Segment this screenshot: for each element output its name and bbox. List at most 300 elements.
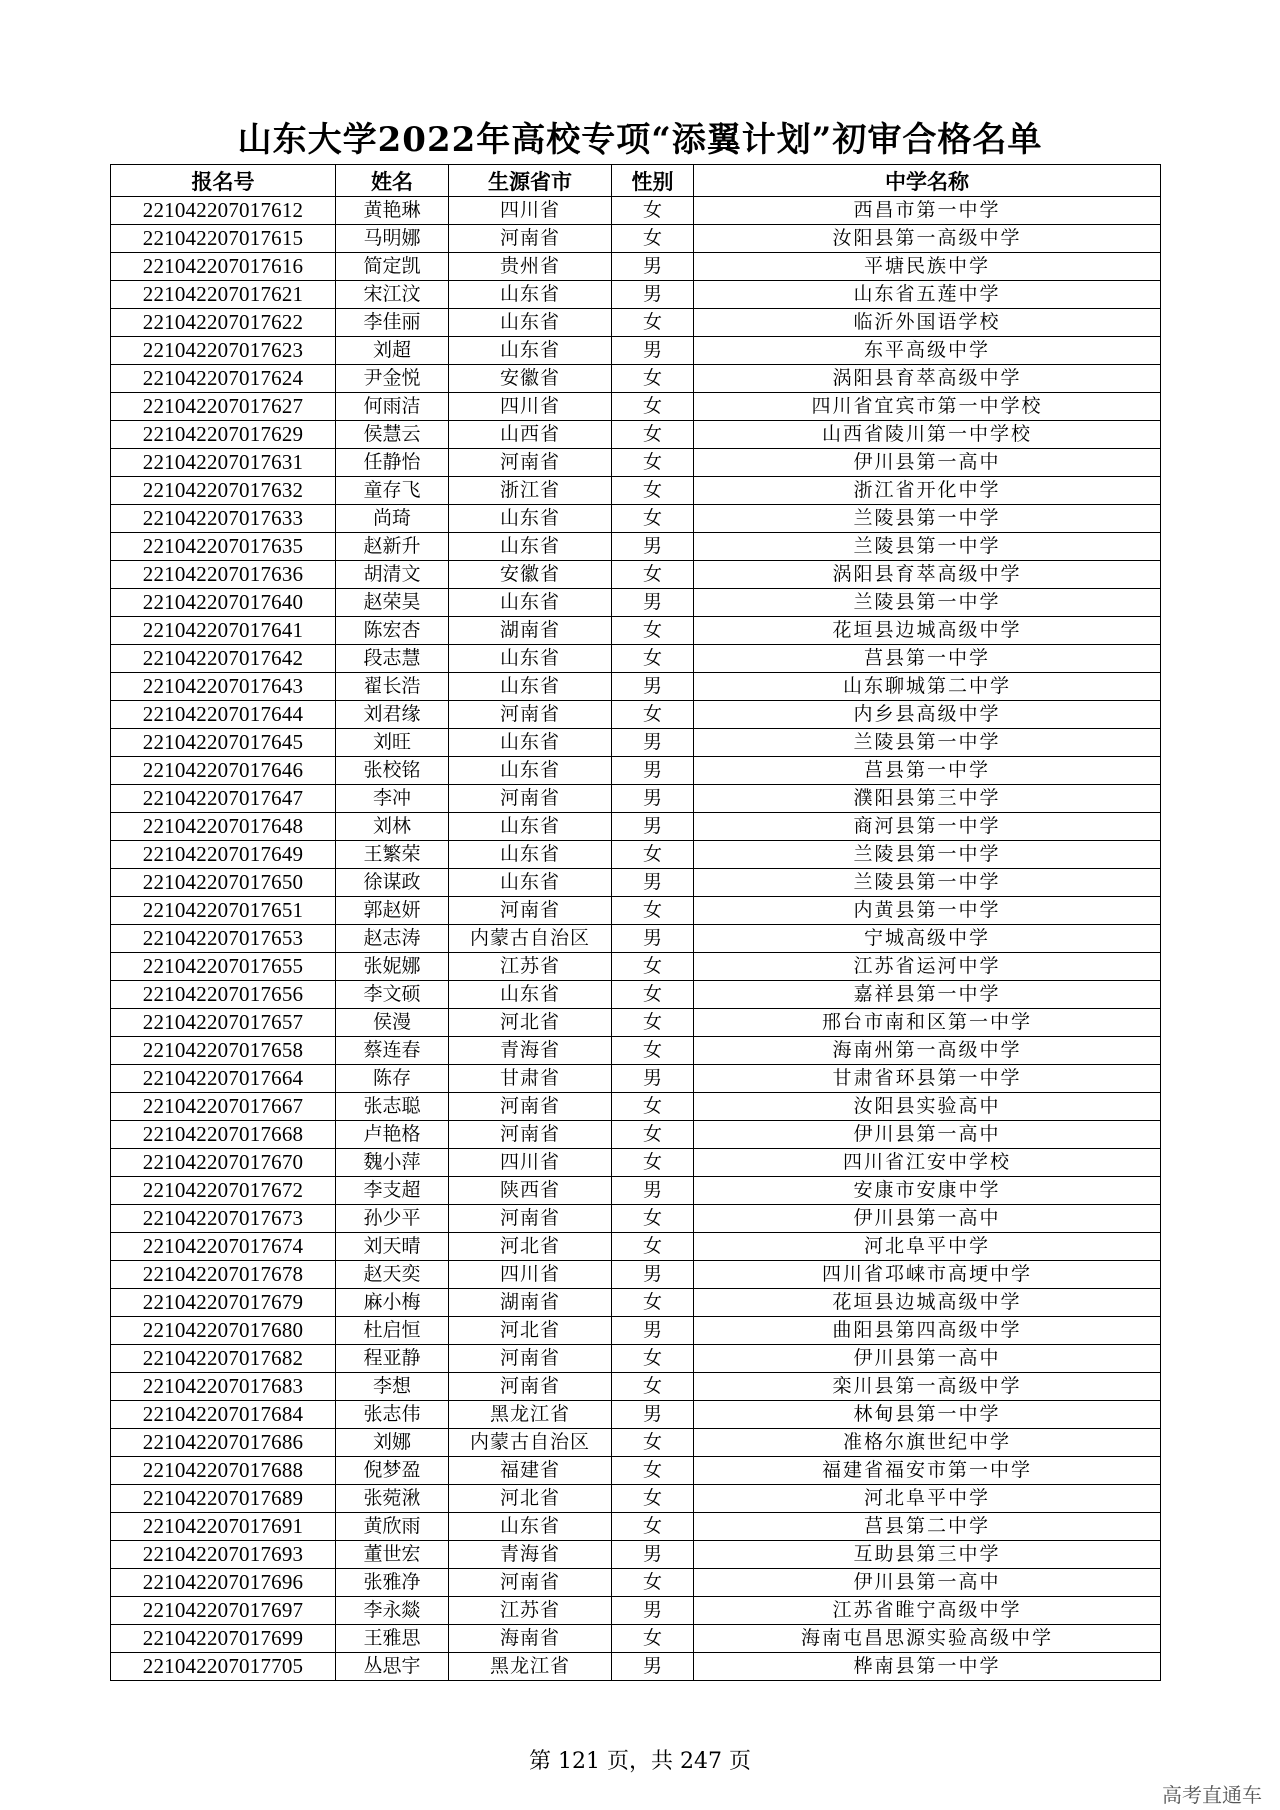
cell-school: 莒县第一中学 <box>694 645 1161 673</box>
table-row <box>111 337 1161 365</box>
cell-name: 黄艳琳 <box>336 197 449 225</box>
cell-school: 四川省邛崃市高埂中学 <box>694 1261 1161 1289</box>
cell-gender: 女 <box>612 1233 694 1261</box>
cell-name: 李佳丽 <box>336 309 449 337</box>
cell-school: 内黄县第一中学 <box>694 897 1161 925</box>
cell-school: 伊川县第一高中 <box>694 1345 1161 1373</box>
table-row <box>111 953 1161 981</box>
cell-gender: 女 <box>612 225 694 253</box>
cell-registration-number: 221042207017689 <box>111 1485 336 1513</box>
cell-school: 内乡县高级中学 <box>694 701 1161 729</box>
watermark-text: 高考直通车 <box>1162 1783 1262 1807</box>
table-row <box>111 1653 1161 1681</box>
cell-province: 黑龙江省 <box>449 1653 612 1681</box>
table-row <box>111 1429 1161 1457</box>
cell-gender: 女 <box>612 561 694 589</box>
cell-registration-number: 221042207017674 <box>111 1233 336 1261</box>
cell-name: 程亚静 <box>336 1345 449 1373</box>
table-row <box>111 701 1161 729</box>
cell-school: 临沂外国语学校 <box>694 309 1161 337</box>
cell-name: 宋江汶 <box>336 281 449 309</box>
applicant-table <box>110 164 1161 1681</box>
table-row <box>111 981 1161 1009</box>
table-row <box>111 673 1161 701</box>
cell-gender: 女 <box>612 1205 694 1233</box>
cell-school: 准格尔旗世纪中学 <box>694 1429 1161 1457</box>
cell-province: 四川省 <box>449 1149 612 1177</box>
cell-registration-number: 221042207017612 <box>111 197 336 225</box>
cell-registration-number: 221042207017646 <box>111 757 336 785</box>
cell-gender: 女 <box>612 421 694 449</box>
cell-school: 四川省江安中学校 <box>694 1149 1161 1177</box>
cell-province: 四川省 <box>449 1261 612 1289</box>
cell-name: 刘林 <box>336 813 449 841</box>
cell-gender: 女 <box>612 1289 694 1317</box>
cell-registration-number: 221042207017616 <box>111 253 336 281</box>
table-row <box>111 1121 1161 1149</box>
table-row <box>111 505 1161 533</box>
cell-school: 莒县第二中学 <box>694 1513 1161 1541</box>
cell-name: 蔡连春 <box>336 1037 449 1065</box>
cell-registration-number: 221042207017680 <box>111 1317 336 1345</box>
cell-registration-number: 221042207017683 <box>111 1373 336 1401</box>
cell-registration-number: 221042207017688 <box>111 1457 336 1485</box>
table-row <box>111 645 1161 673</box>
cell-registration-number: 221042207017651 <box>111 897 336 925</box>
cell-registration-number: 221042207017645 <box>111 729 336 757</box>
cell-name: 张妮娜 <box>336 953 449 981</box>
cell-registration-number: 221042207017631 <box>111 449 336 477</box>
cell-name: 麻小梅 <box>336 1289 449 1317</box>
table-row <box>111 1205 1161 1233</box>
cell-gender: 男 <box>612 1401 694 1429</box>
cell-gender: 男 <box>612 533 694 561</box>
cell-gender: 女 <box>612 393 694 421</box>
cell-province: 湖南省 <box>449 1289 612 1317</box>
cell-gender: 男 <box>612 757 694 785</box>
cell-gender: 男 <box>612 1653 694 1681</box>
table-row <box>111 1233 1161 1261</box>
table-row <box>111 1065 1161 1093</box>
table-row <box>111 1345 1161 1373</box>
cell-province: 黑龙江省 <box>449 1401 612 1429</box>
table-row <box>111 225 1161 253</box>
cell-registration-number: 221042207017641 <box>111 617 336 645</box>
page-title: 山东大学2022年高校专项“添翼计划”初审合格名单 <box>237 120 1043 160</box>
table-row <box>111 1261 1161 1289</box>
cell-school: 伊川县第一高中 <box>694 1205 1161 1233</box>
table-body <box>111 197 1161 1681</box>
cell-school: 海南屯昌思源实验高级中学 <box>694 1625 1161 1653</box>
cell-school: 福建省福安市第一中学 <box>694 1457 1161 1485</box>
cell-name: 马明娜 <box>336 225 449 253</box>
cell-name: 陈宏杏 <box>336 617 449 645</box>
table-header <box>111 165 1161 197</box>
cell-school: 兰陵县第一中学 <box>694 841 1161 869</box>
cell-gender: 女 <box>612 1345 694 1373</box>
cell-registration-number: 221042207017627 <box>111 393 336 421</box>
cell-registration-number: 221042207017648 <box>111 813 336 841</box>
cell-province: 甘肃省 <box>449 1065 612 1093</box>
cell-name: 李永燚 <box>336 1597 449 1625</box>
table-row <box>111 1597 1161 1625</box>
cell-gender: 女 <box>612 1093 694 1121</box>
cell-school: 海南州第一高级中学 <box>694 1037 1161 1065</box>
cell-province: 山东省 <box>449 673 612 701</box>
cell-name: 尚琦 <box>336 505 449 533</box>
cell-registration-number: 221042207017656 <box>111 981 336 1009</box>
table-row <box>111 1317 1161 1345</box>
cell-registration-number: 221042207017684 <box>111 1401 336 1429</box>
cell-province: 江苏省 <box>449 953 612 981</box>
table-row <box>111 365 1161 393</box>
cell-province: 山东省 <box>449 589 612 617</box>
cell-province: 山东省 <box>449 281 612 309</box>
table-row <box>111 1373 1161 1401</box>
cell-school: 伊川县第一高中 <box>694 449 1161 477</box>
cell-gender: 女 <box>612 953 694 981</box>
cell-registration-number: 221042207017632 <box>111 477 336 505</box>
cell-school: 兰陵县第一中学 <box>694 533 1161 561</box>
table-row <box>111 785 1161 813</box>
table-row <box>111 1569 1161 1597</box>
cell-province: 山东省 <box>449 841 612 869</box>
cell-gender: 男 <box>612 673 694 701</box>
table-row <box>111 1513 1161 1541</box>
cell-name: 陈存 <box>336 1065 449 1093</box>
cell-name: 倪梦盈 <box>336 1457 449 1485</box>
cell-school: 东平高级中学 <box>694 337 1161 365</box>
cell-registration-number: 221042207017623 <box>111 337 336 365</box>
cell-name: 刘君缘 <box>336 701 449 729</box>
cell-registration-number: 221042207017667 <box>111 1093 336 1121</box>
cell-school: 伊川县第一高中 <box>694 1121 1161 1149</box>
cell-registration-number: 221042207017670 <box>111 1149 336 1177</box>
cell-gender: 女 <box>612 1625 694 1653</box>
cell-registration-number: 221042207017636 <box>111 561 336 589</box>
cell-province: 山东省 <box>449 309 612 337</box>
cell-school: 花垣县边城高级中学 <box>694 1289 1161 1317</box>
cell-province: 河北省 <box>449 1233 612 1261</box>
cell-province: 安徽省 <box>449 561 612 589</box>
cell-name: 简定凯 <box>336 253 449 281</box>
cell-school: 伊川县第一高中 <box>694 1569 1161 1597</box>
cell-registration-number: 221042207017705 <box>111 1653 336 1681</box>
cell-registration-number: 221042207017644 <box>111 701 336 729</box>
header-province: 生源省市 <box>449 165 612 197</box>
cell-province: 山东省 <box>449 729 612 757</box>
header-school: 中学名称 <box>694 165 1161 197</box>
cell-gender: 女 <box>612 1121 694 1149</box>
table-row <box>111 197 1161 225</box>
cell-school: 栾川县第一高级中学 <box>694 1373 1161 1401</box>
header-name: 姓名 <box>336 165 449 197</box>
cell-name: 刘娜 <box>336 1429 449 1457</box>
cell-name: 赵新升 <box>336 533 449 561</box>
cell-name: 赵天奕 <box>336 1261 449 1289</box>
header-registration-number: 报名号 <box>111 165 336 197</box>
cell-registration-number: 221042207017643 <box>111 673 336 701</box>
cell-name: 王雅思 <box>336 1625 449 1653</box>
cell-gender: 男 <box>612 869 694 897</box>
cell-gender: 女 <box>612 449 694 477</box>
cell-gender: 女 <box>612 1149 694 1177</box>
cell-name: 刘旺 <box>336 729 449 757</box>
cell-province: 青海省 <box>449 1541 612 1569</box>
cell-registration-number: 221042207017678 <box>111 1261 336 1289</box>
cell-registration-number: 221042207017699 <box>111 1625 336 1653</box>
table-row <box>111 813 1161 841</box>
cell-school: 兰陵县第一中学 <box>694 729 1161 757</box>
cell-registration-number: 221042207017640 <box>111 589 336 617</box>
cell-school: 甘肃省环县第一中学 <box>694 1065 1161 1093</box>
cell-school: 涡阳县育萃高级中学 <box>694 365 1161 393</box>
cell-province: 河南省 <box>449 1569 612 1597</box>
cell-name: 董世宏 <box>336 1541 449 1569</box>
cell-name: 段志慧 <box>336 645 449 673</box>
cell-gender: 女 <box>612 197 694 225</box>
cell-name: 张校铭 <box>336 757 449 785</box>
cell-registration-number: 221042207017621 <box>111 281 336 309</box>
cell-province: 内蒙古自治区 <box>449 1429 612 1457</box>
table-row <box>111 869 1161 897</box>
cell-gender: 女 <box>612 1569 694 1597</box>
cell-gender: 女 <box>612 1457 694 1485</box>
table-row <box>111 1401 1161 1429</box>
table-row <box>111 1541 1161 1569</box>
header-gender: 性别 <box>612 165 694 197</box>
cell-name: 侯慧云 <box>336 421 449 449</box>
cell-registration-number: 221042207017657 <box>111 1009 336 1037</box>
cell-gender: 女 <box>612 505 694 533</box>
cell-gender: 女 <box>612 1429 694 1457</box>
table-row <box>111 477 1161 505</box>
cell-gender: 女 <box>612 617 694 645</box>
cell-registration-number: 221042207017629 <box>111 421 336 449</box>
cell-registration-number: 221042207017622 <box>111 309 336 337</box>
cell-gender: 女 <box>612 1485 694 1513</box>
cell-gender: 女 <box>612 981 694 1009</box>
cell-school: 汝阳县第一高级中学 <box>694 225 1161 253</box>
header-row <box>111 165 1161 197</box>
cell-registration-number: 221042207017633 <box>111 505 336 533</box>
table-row <box>111 1149 1161 1177</box>
page-footer: 第 121 页，共 247 页 <box>529 1749 751 1774</box>
cell-school: 平塘民族中学 <box>694 253 1161 281</box>
cell-province: 四川省 <box>449 393 612 421</box>
cell-gender: 女 <box>612 701 694 729</box>
cell-gender: 男 <box>612 1597 694 1625</box>
cell-province: 河南省 <box>449 1121 612 1149</box>
table-row <box>111 1037 1161 1065</box>
table-row <box>111 841 1161 869</box>
cell-school: 汝阳县实验高中 <box>694 1093 1161 1121</box>
cell-school: 花垣县边城高级中学 <box>694 617 1161 645</box>
cell-province: 河南省 <box>449 897 612 925</box>
cell-name: 李冲 <box>336 785 449 813</box>
cell-school: 山东聊城第二中学 <box>694 673 1161 701</box>
cell-province: 山东省 <box>449 1513 612 1541</box>
cell-school: 濮阳县第三中学 <box>694 785 1161 813</box>
cell-registration-number: 221042207017693 <box>111 1541 336 1569</box>
cell-province: 江苏省 <box>449 1597 612 1625</box>
cell-school: 莒县第一中学 <box>694 757 1161 785</box>
cell-registration-number: 221042207017653 <box>111 925 336 953</box>
cell-province: 山东省 <box>449 869 612 897</box>
cell-gender: 女 <box>612 897 694 925</box>
cell-gender: 女 <box>612 1037 694 1065</box>
cell-province: 山东省 <box>449 813 612 841</box>
cell-registration-number: 221042207017635 <box>111 533 336 561</box>
cell-gender: 男 <box>612 589 694 617</box>
cell-province: 安徽省 <box>449 365 612 393</box>
cell-province: 青海省 <box>449 1037 612 1065</box>
cell-name: 李想 <box>336 1373 449 1401</box>
table-row <box>111 925 1161 953</box>
cell-province: 河北省 <box>449 1485 612 1513</box>
cell-name: 黄欣雨 <box>336 1513 449 1541</box>
cell-gender: 男 <box>612 253 694 281</box>
table-row <box>111 1485 1161 1513</box>
cell-school: 桦南县第一中学 <box>694 1653 1161 1681</box>
table-row <box>111 589 1161 617</box>
cell-registration-number: 221042207017679 <box>111 1289 336 1317</box>
cell-name: 杜启恒 <box>336 1317 449 1345</box>
cell-gender: 女 <box>612 1009 694 1037</box>
table-row <box>111 393 1161 421</box>
cell-province: 河北省 <box>449 1317 612 1345</box>
cell-name: 童存飞 <box>336 477 449 505</box>
cell-school: 邢台市南和区第一中学 <box>694 1009 1161 1037</box>
cell-registration-number: 221042207017624 <box>111 365 336 393</box>
cell-name: 任静怡 <box>336 449 449 477</box>
cell-province: 山东省 <box>449 337 612 365</box>
cell-registration-number: 221042207017691 <box>111 1513 336 1541</box>
table-row <box>111 617 1161 645</box>
cell-school: 西昌市第一中学 <box>694 197 1161 225</box>
cell-province: 河南省 <box>449 1093 612 1121</box>
table-row <box>111 1177 1161 1205</box>
cell-gender: 男 <box>612 1317 694 1345</box>
cell-name: 李支超 <box>336 1177 449 1205</box>
cell-registration-number: 221042207017696 <box>111 1569 336 1597</box>
cell-gender: 男 <box>612 813 694 841</box>
cell-school: 河北阜平中学 <box>694 1233 1161 1261</box>
table-row <box>111 533 1161 561</box>
cell-school: 江苏省运河中学 <box>694 953 1161 981</box>
cell-name: 徐谋政 <box>336 869 449 897</box>
cell-province: 山东省 <box>449 645 612 673</box>
cell-name: 王繁荣 <box>336 841 449 869</box>
cell-province: 四川省 <box>449 197 612 225</box>
cell-registration-number: 221042207017686 <box>111 1429 336 1457</box>
cell-name: 赵荣昊 <box>336 589 449 617</box>
cell-province: 河南省 <box>449 1345 612 1373</box>
cell-school: 河北阜平中学 <box>694 1485 1161 1513</box>
cell-school: 兰陵县第一中学 <box>694 589 1161 617</box>
cell-province: 河南省 <box>449 785 612 813</box>
cell-registration-number: 221042207017664 <box>111 1065 336 1093</box>
cell-name: 孙少平 <box>336 1205 449 1233</box>
cell-name: 赵志涛 <box>336 925 449 953</box>
cell-school: 曲阳县第四高级中学 <box>694 1317 1161 1345</box>
table-row <box>111 1625 1161 1653</box>
cell-gender: 女 <box>612 477 694 505</box>
cell-registration-number: 221042207017668 <box>111 1121 336 1149</box>
table-row <box>111 757 1161 785</box>
cell-registration-number: 221042207017672 <box>111 1177 336 1205</box>
cell-school: 山西省陵川第一中学校 <box>694 421 1161 449</box>
cell-name: 何雨洁 <box>336 393 449 421</box>
cell-registration-number: 221042207017697 <box>111 1597 336 1625</box>
cell-gender: 男 <box>612 925 694 953</box>
cell-registration-number: 221042207017642 <box>111 645 336 673</box>
cell-name: 张雅净 <box>336 1569 449 1597</box>
table-row <box>111 897 1161 925</box>
cell-school: 浙江省开化中学 <box>694 477 1161 505</box>
cell-registration-number: 221042207017682 <box>111 1345 336 1373</box>
cell-school: 宁城高级中学 <box>694 925 1161 953</box>
cell-province: 山西省 <box>449 421 612 449</box>
cell-name: 张志伟 <box>336 1401 449 1429</box>
cell-province: 贵州省 <box>449 253 612 281</box>
cell-gender: 男 <box>612 1541 694 1569</box>
cell-province: 河南省 <box>449 701 612 729</box>
cell-name: 魏小萍 <box>336 1149 449 1177</box>
cell-registration-number: 221042207017673 <box>111 1205 336 1233</box>
cell-name: 刘超 <box>336 337 449 365</box>
cell-province: 浙江省 <box>449 477 612 505</box>
cell-gender: 男 <box>612 337 694 365</box>
cell-province: 河南省 <box>449 1373 612 1401</box>
cell-province: 山东省 <box>449 981 612 1009</box>
cell-name: 李文硕 <box>336 981 449 1009</box>
table-row <box>111 1093 1161 1121</box>
cell-school: 江苏省睢宁高级中学 <box>694 1597 1161 1625</box>
cell-name: 张菀湫 <box>336 1485 449 1513</box>
cell-gender: 男 <box>612 1261 694 1289</box>
cell-name: 张志聪 <box>336 1093 449 1121</box>
cell-school: 林甸县第一中学 <box>694 1401 1161 1429</box>
cell-registration-number: 221042207017647 <box>111 785 336 813</box>
cell-gender: 女 <box>612 365 694 393</box>
cell-province: 山东省 <box>449 533 612 561</box>
cell-school: 涡阳县育萃高级中学 <box>694 561 1161 589</box>
cell-province: 湖南省 <box>449 617 612 645</box>
cell-province: 河南省 <box>449 1205 612 1233</box>
cell-registration-number: 221042207017649 <box>111 841 336 869</box>
cell-school: 嘉祥县第一中学 <box>694 981 1161 1009</box>
table-row <box>111 729 1161 757</box>
cell-name: 卢艳格 <box>336 1121 449 1149</box>
cell-school: 互助县第三中学 <box>694 1541 1161 1569</box>
cell-province: 福建省 <box>449 1457 612 1485</box>
cell-school: 山东省五莲中学 <box>694 281 1161 309</box>
cell-gender: 男 <box>612 1177 694 1205</box>
cell-registration-number: 221042207017650 <box>111 869 336 897</box>
table-row <box>111 253 1161 281</box>
table-row <box>111 281 1161 309</box>
cell-gender: 女 <box>612 1513 694 1541</box>
cell-province: 河南省 <box>449 225 612 253</box>
cell-province: 河南省 <box>449 449 612 477</box>
table-row <box>111 1457 1161 1485</box>
cell-province: 山东省 <box>449 505 612 533</box>
cell-province: 河北省 <box>449 1009 612 1037</box>
cell-gender: 女 <box>612 309 694 337</box>
cell-name: 刘天晴 <box>336 1233 449 1261</box>
cell-name: 丛思宇 <box>336 1653 449 1681</box>
